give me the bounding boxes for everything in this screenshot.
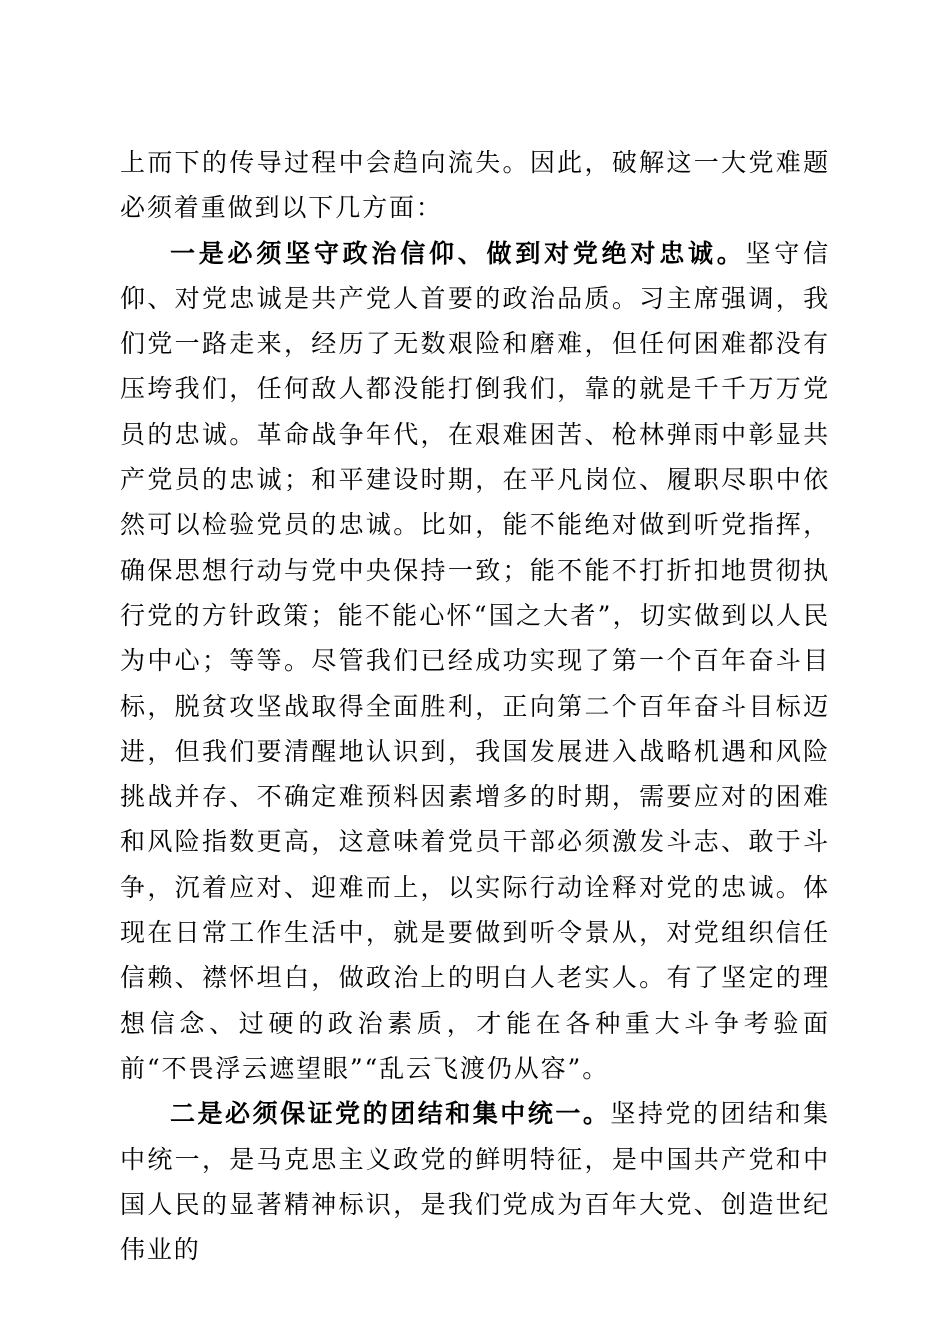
paragraph-body: 上而下的传导过程中会趋向流失。因此，破解这一大党难题必须着重做到以下几方面： — [120, 148, 830, 223]
paragraph-party-unity — [120, 1091, 830, 1272]
paragraph-body: 坚守信仰、对党忠诚是共产党人首要的政治品质。习主席强调，我们党一路走来，经历了无数艰险和磨难，但任何困难都没有压垮我们，任何敌人都没能打倒我们，靠的就是千千万万党员的忠诚。革命战争年代，在艰难困苦、枪林弹雨中彰显共产党员的忠诚；和平建设时期，在平凡岗位、履职尽职中依然可以检验党员的忠诚。比如，能不能绝对做到听党指挥，确保思想行动与党中央保持一致；能不能不打折扣地贯彻执行党的方针政策；能不能心怀“国之大者”，切实做到以人民为中心；等等。尽管我们已经成功实现了第一个百年奋斗目标，脱贫攻坚战取得全面胜利，正向第二个百年奋斗目标迈进，但我们要清醒地认识到，我国发展进入战略机遇和风险挑战并存、不确定难预料因素增多的时期，需要应对的困难和风险指数更高，这意味着党员干部必须激发斗志、敢于斗争，沉着应对、迎难而上，以实际行动诠释对党的忠诚。体现在日常工作生活中，就是要做到听令景从，对党组织信任信赖、襟怀坦白，做政治上的明白人老实人。有了坚定的理想信念、过硬的政治素质，才能在各种重大斗争考验面前“不畏浮云遮望眼”“乱云飞渡仍从容”。 — [120, 238, 830, 1083]
paragraph-body: 坚持党的团结和集中统一，是马克思主义政党的鲜明特征，是中国共产党和中国人民的显著精神标识，是我们党成为百年大党、创造世纪伟业的 — [120, 1099, 831, 1265]
paragraph-political-faith — [120, 231, 830, 1092]
paragraph-heading: 一是必须坚守政治信仰、做到对党绝对忠诚。 — [170, 238, 746, 268]
document-body — [120, 140, 830, 1272]
paragraph-continuation — [120, 140, 830, 231]
paragraph-heading: 二是必须保证党的团结和集中统一。 — [170, 1099, 611, 1129]
